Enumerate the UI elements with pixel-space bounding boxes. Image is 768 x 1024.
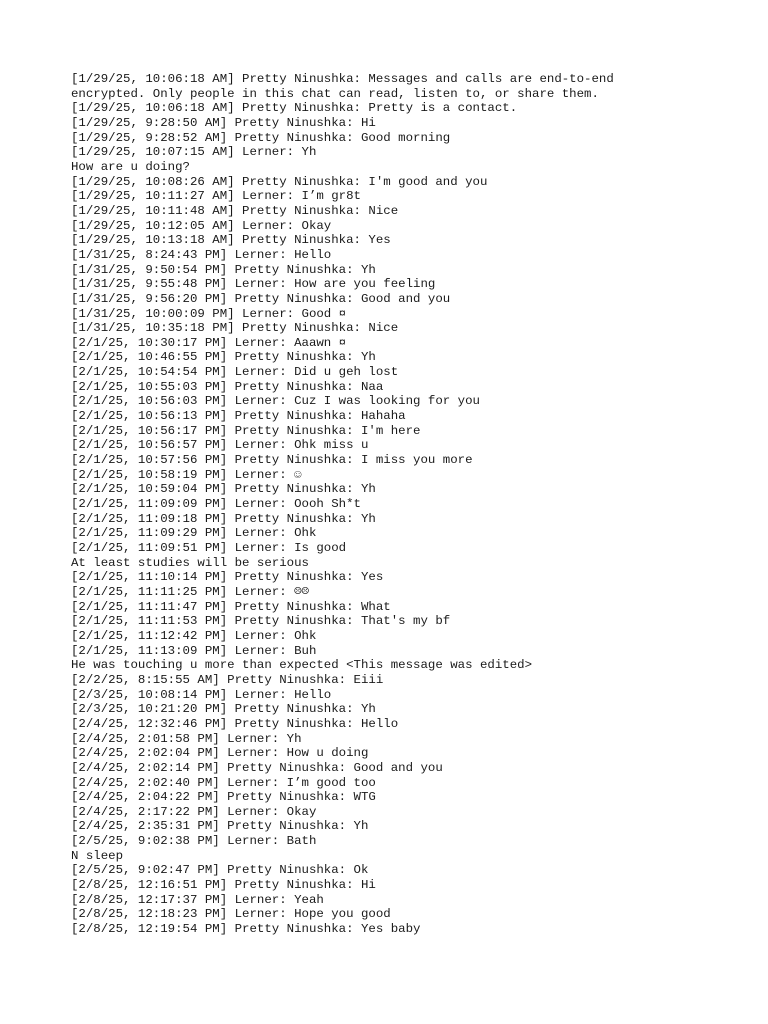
chat-line: [2/1/25, 11:11:25 PM] Lerner: ☹☹ [71, 584, 309, 599]
chat-line: [2/1/25, 10:55:03 PM] Pretty Ninushka: Naa [71, 379, 384, 394]
chat-line: [2/8/25, 12:18:23 PM] Lerner: Hope you good [71, 907, 391, 922]
chat-line: [1/29/25, 10:13:18 AM] Pretty Ninushka: Yes [71, 233, 391, 248]
chat-line: [1/29/25, 10:07:15 AM] Lerner: Yh [71, 145, 317, 160]
chat-line: [1/29/25, 10:06:18 AM] Pretty Ninushka: Pretty is a contact. [71, 101, 518, 116]
chat-line: [2/5/25, 9:02:47 PM] Pretty Ninushka: Ok [71, 863, 369, 878]
chat-line: [2/4/25, 2:17:22 PM] Lerner: Okay [71, 804, 317, 819]
chat-line: [2/1/25, 10:54:54 PM] Lerner: Did u geh lost [71, 365, 399, 380]
chat-line: [2/1/25, 10:59:04 PM] Pretty Ninushka: Yh [71, 482, 376, 497]
chat-line: [1/31/25, 10:35:18 PM] Pretty Ninushka: Nice [71, 321, 399, 336]
chat-line: [1/29/25, 10:11:27 AM] Lerner: I’m gr8t [71, 189, 361, 204]
chat-line: [1/31/25, 10:00:09 PM] Lerner: Good ¤ [71, 306, 347, 321]
chat-line: [2/1/25, 10:58:19 PM] Lerner: ☺ [71, 467, 302, 482]
chat-line: [2/1/25, 11:11:47 PM] Pretty Ninushka: What [71, 599, 391, 614]
chat-line: [1/29/25, 9:28:52 AM] Pretty Ninushka: Good morning [71, 130, 451, 145]
chat-line: [2/1/25, 10:56:13 PM] Pretty Ninushka: Hahaha [71, 409, 406, 424]
chat-line: [2/3/25, 10:21:20 PM] Pretty Ninushka: Yh [71, 702, 376, 717]
chat-line: [2/1/25, 10:30:17 PM] Lerner: Aaawn ¤ [71, 335, 347, 350]
chat-line: [1/31/25, 8:24:43 PM] Lerner: Hello [71, 247, 332, 262]
chat-line: encrypted. Only people in this chat can read, listen to, or share them. [71, 86, 599, 101]
chat-line: [2/4/25, 2:02:14 PM] Pretty Ninushka: Good and you [71, 760, 443, 775]
chat-line: [2/2/25, 8:15:55 AM] Pretty Ninushka: Eiii [71, 672, 384, 687]
chat-line: [1/31/25, 9:50:54 PM] Pretty Ninushka: Yh [71, 262, 376, 277]
chat-line: [2/1/25, 11:09:51 PM] Lerner: Is good [71, 541, 347, 555]
chat-line: [1/31/25, 9:56:20 PM] Pretty Ninushka: Good and you [71, 291, 451, 306]
chat-line: [2/4/25, 2:01:58 PM] Lerner: Yh [71, 731, 302, 746]
chat-line: [2/8/25, 12:16:51 PM] Pretty Ninushka: Hi [71, 878, 376, 893]
chat-line: [2/1/25, 11:11:53 PM] Pretty Ninushka: That's my bf [71, 614, 451, 629]
chat-line: [2/1/25, 11:10:14 PM] Pretty Ninushka: Yes [71, 570, 384, 585]
chat-line: [2/4/25, 2:02:04 PM] Lerner: How u doing [71, 746, 369, 761]
chat-line: [2/1/25, 10:56:17 PM] Pretty Ninushka: I'm here [71, 423, 421, 438]
document-page [71, 72, 731, 937]
chat-line: [2/4/25, 12:32:46 PM] Pretty Ninushka: Hello [71, 716, 399, 731]
chat-line: [1/31/25, 9:55:48 PM] Lerner: How are you feeling [71, 277, 436, 292]
chat-line: [2/1/25, 11:12:42 PM] Lerner: Ohk [71, 628, 317, 643]
chat-line: [2/8/25, 12:17:37 PM] Lerner: Yeah [71, 892, 324, 907]
chat-line: [1/29/25, 10:12:05 AM] Lerner: Okay [71, 218, 332, 233]
chat-line: He was touching u more than expected <This message was edited> [71, 658, 533, 673]
chat-line: [2/4/25, 2:04:22 PM] Pretty Ninushka: WTG [71, 790, 376, 805]
chat-line: At least studies will be serious [71, 555, 309, 570]
chat-line: [2/1/25, 10:57:56 PM] Pretty Ninushka: I miss you more [71, 453, 473, 468]
chat-line: [2/1/25, 11:09:29 PM] Lerner: Ohk [71, 526, 317, 541]
chat-line: [2/4/25, 2:02:40 PM] Lerner: I’m good too [71, 775, 376, 790]
chat-line: [2/1/25, 11:09:09 PM] Lerner: Oooh Sh*t [71, 497, 361, 512]
chat-line: [2/8/25, 12:19:54 PM] Pretty Ninushka: Yes baby [71, 922, 421, 937]
chat-line: [2/1/25, 10:46:55 PM] Pretty Ninushka: Yh [71, 350, 376, 365]
chat-line: [1/29/25, 9:28:50 AM] Pretty Ninushka: Hi [71, 115, 376, 130]
chat-line: [1/29/25, 10:08:26 AM] Pretty Ninushka: I'm good and you [71, 174, 488, 189]
chat-line: [1/29/25, 10:06:18 AM] Pretty Ninushka: Messages and calls are end-to-end [71, 72, 614, 86]
chat-line: [1/29/25, 10:11:48 AM] Pretty Ninushka: Nice [71, 203, 399, 218]
chat-log [71, 72, 731, 937]
chat-line: [2/4/25, 2:35:31 PM] Pretty Ninushka: Yh [71, 819, 369, 834]
chat-line: N sleep [71, 848, 124, 863]
chat-line: How are u doing? [71, 159, 190, 174]
chat-line: [2/1/25, 10:56:57 PM] Lerner: Ohk miss u [71, 438, 369, 453]
chat-line: [2/1/25, 11:09:18 PM] Pretty Ninushka: Yh [71, 511, 376, 526]
chat-line: [2/1/25, 10:56:03 PM] Lerner: Cuz I was looking for you [71, 394, 480, 409]
chat-line: [2/3/25, 10:08:14 PM] Lerner: Hello [71, 687, 332, 702]
chat-line: [2/1/25, 11:13:09 PM] Lerner: Buh [71, 643, 317, 658]
chat-line: [2/5/25, 9:02:38 PM] Lerner: Bath [71, 834, 317, 849]
